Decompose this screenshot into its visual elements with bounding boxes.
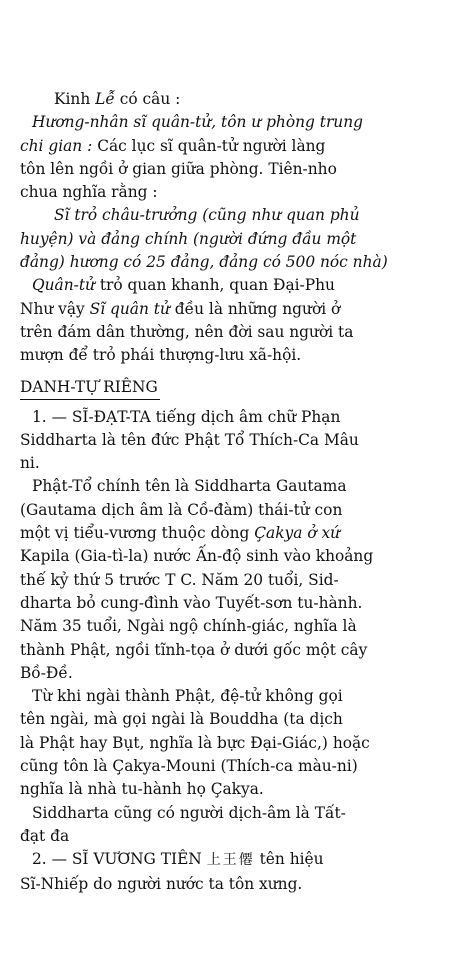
entry-1-para-2-l7: Năm 35 tuổi, Ngài ngộ chính-giác, nghĩa là [20,617,357,636]
entry-1-para-3: Từ khi ngài thành Phật, đệ-tử không gọi [32,687,343,706]
entry-1-para-4-l2: đạt đa [20,826,70,845]
quote-line-2: chi gian : Các lục sĩ quân-tử người làng [20,136,326,155]
entry-1-para-3-l5: nghĩa là nhà tu-hành họ Çakya. [20,780,264,799]
entry-1-line-3: ni. [20,454,40,473]
han-characters: 上王僊 [206,852,255,869]
text-line-9: Quân-tử trỏ quan khanh, quan Đại-Phu [32,276,335,295]
entry-1-para-3-l4: cũng tôn là Çakya-Mouni (Thích-ca màu-ni) [20,757,358,776]
text-line-5: chua nghĩa rằng : [20,183,158,202]
entry-1-line-2: Siddharta là tên đức Phật Tổ Thích-Ca Mâu [20,430,359,449]
entry-1-para-2-l8: thành Phật, ngồi tĩnh-tọa ở dưới gốc một cây [20,640,368,659]
entry-1-para-2-l3: một vị tiểu-vương thuộc dòng Çakya ở xứ [20,524,341,543]
section-heading: DANH-TỰ RIÊNG [20,376,160,400]
entry-1-para-2-l5: thế kỷ thứ 5 trước T C. Năm 20 tuổi, Sid- [20,570,339,589]
entry-1-para-2-l2: (Gautama dịch âm là Cồ-đàm) thái-tử con [20,500,343,519]
note-line-3: đảng) hương có 25 đảng, đảng có 500 nóc nhà) [20,253,388,272]
text-line-1: Kinh Lễ có câu : [54,90,181,108]
entry-1-title: 1. — SĨ-ĐẠT-TA tiếng dịch âm chữ Phạn [32,407,341,426]
entry-1-para-2-l9: Bồ-Đề. [20,663,73,682]
entry-1-para-2-l6: dharta bỏ cung-đình vào Tuyết-sơn tu-hành. [20,593,363,612]
quote-line-1: Hương-nhân sĩ quân-tử, tôn ư phòng trung [32,113,363,132]
entry-2-line-2: Sĩ-Nhiếp do người nước ta tôn xưng. [20,874,303,893]
note-line-1: Sĩ trỏ châu-trưởng (cũng như quan phủ [54,206,360,225]
text-line-4: tôn lên ngồi ở gian giữa phòng. Tiên-nho [20,159,337,178]
note-line-2: huyện) và đảng chính (người đứng đầu một [20,229,357,248]
entry-1-para-2-l4: Kapila (Gia-tì-la) nước Ấn-độ sinh vào khoảng [20,547,374,566]
text-line-10: Như vậy Sĩ quân tử đều là những người ở [20,299,341,318]
entry-1-para-3-l2: tên ngài, mà gọi ngài là Bouddha (ta dịch [20,710,343,729]
text-line-11: trên đám dân thường, nên đời sau người ta [20,322,354,341]
entry-1-para-4: Siddharta cũng có người dịch-âm là Tất- [32,803,346,822]
entry-2-title: 2. — SĨ VƯƠNG TIÊN 上王僊 tên hiệu [32,850,324,869]
entry-1-para-2: Phật-Tổ chính tên là Siddharta Gautama [32,477,347,496]
text-line-12: mượn để trỏ phái thượng-lưu xã-hội. [20,346,302,365]
entry-1-para-3-l3: là Phật hay Bụt, nghĩa là bực Đại-Giác,) hoặc [20,733,370,752]
